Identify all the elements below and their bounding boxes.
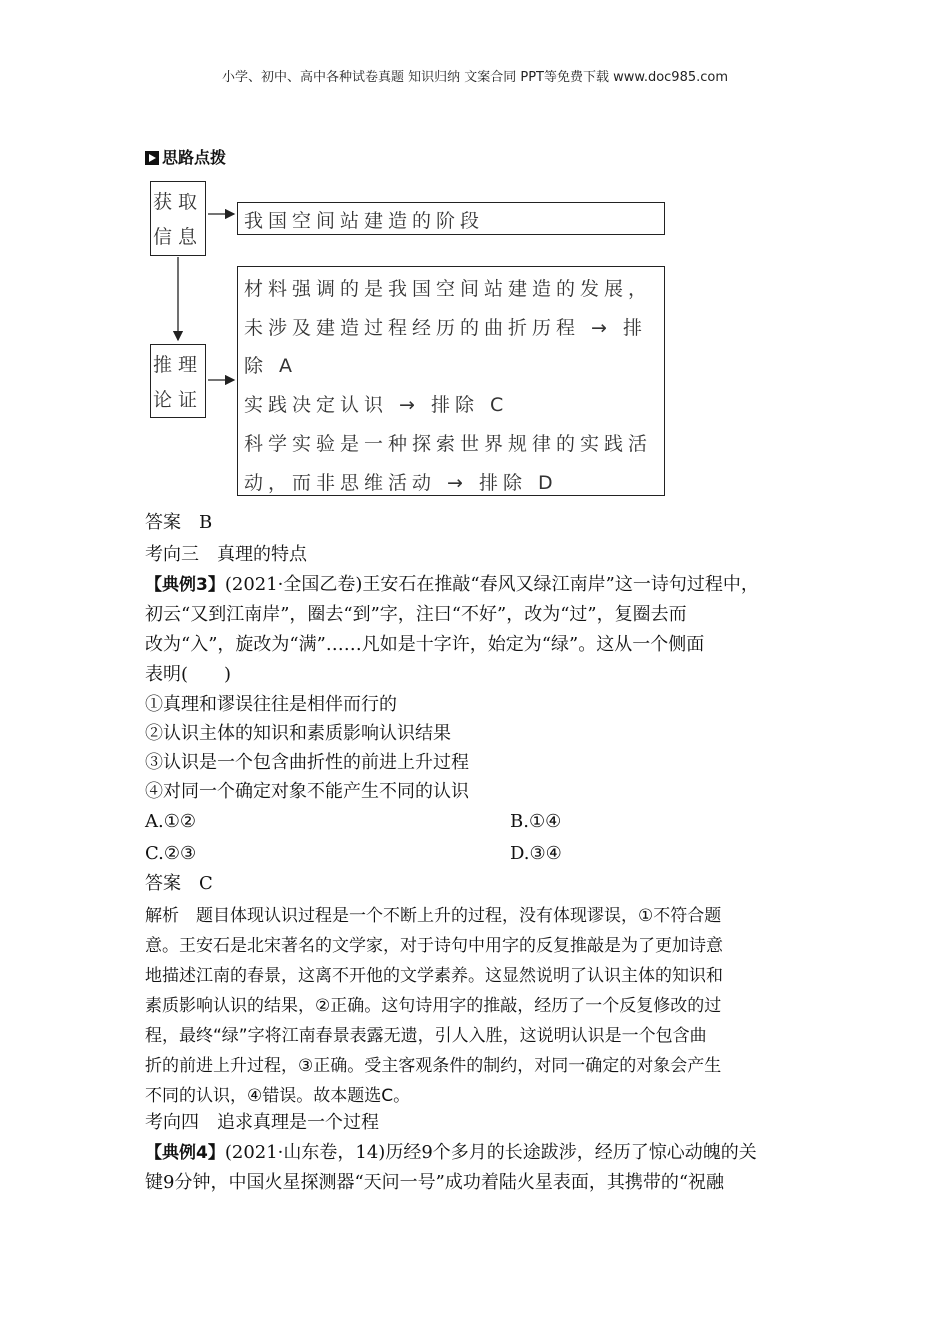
example-3-text: (2021·全国乙卷)王安石在推敲“春风又绿江南岸”这一诗句过程中，	[224, 574, 759, 595]
analysis-line: 不同的认识，④错误。故本题选C。	[145, 1086, 411, 1106]
analysis-line: 素质影响认识的结果，②正确。这句诗用字的推敲，经历了一个反复修改的过	[145, 996, 722, 1016]
reasoning-line: 材料强调的是我国空间站建造的发展，	[244, 278, 653, 300]
example-3-line: 初云“又到江南岸”，圈去“到”字，注曰“不好”，改为“过”，复圈去而	[145, 604, 687, 625]
topic-3-heading: 考向三 真理的特点	[145, 544, 307, 565]
statement-4: ④对同一个确定对象不能产生不同的认识	[145, 781, 469, 802]
label-box-reasoning	[150, 344, 206, 418]
reasoning-line: 未涉及建造过程经历的曲折历程 → 排	[244, 317, 647, 339]
example-4-line: 键9分钟，中国火星探测器“天问一号”成功着陆火星表面，其携带的“祝融	[145, 1172, 725, 1193]
section-header-text: 思路点拨	[162, 148, 227, 167]
example-3-first-line	[145, 574, 759, 596]
option-a: A.①②	[145, 811, 196, 832]
analysis-line: 地描述江南的春景，这离不开他的文学素养。这显然说明了认识主体的知识和	[145, 966, 723, 986]
example-4-first-line	[145, 1142, 757, 1164]
example-4-text: (2021·山东卷，14)历经9个多月的长途跋涉，经历了惊心动魄的关	[224, 1142, 757, 1163]
option-c: C.②③	[145, 843, 197, 864]
analysis-line: 折的前进上升过程，③正确。受主客观条件的制约，对同一确定的对象会产生	[145, 1056, 722, 1076]
example-4-tag: 【典例4】	[145, 1143, 225, 1163]
page-banner: 小学、初中、高中各种试卷真题 知识归纳 文案合同 PPT等免费下载 www.doc985.com	[221, 70, 729, 85]
example-3-line: 改为“入”，旋改为“满”……凡如是十字许，始定为“绿”。这从一个侧面	[145, 634, 705, 655]
label-line: 获取	[152, 191, 203, 213]
example-3-tag: 【典例3】	[145, 575, 225, 595]
label-line: 信息	[152, 226, 203, 248]
statement-3: ③认识是一个包含曲折性的前进上升过程	[145, 752, 469, 773]
example-3-line: 表明( )	[145, 664, 232, 685]
info-box-text: 我国空间站建造的阶段	[244, 210, 485, 232]
reasoning-line: 动，而非思维活动 → 排除 D	[244, 472, 558, 494]
reasoning-line: 实践决定认识 → 排除 C	[244, 394, 509, 416]
statement-2: ②认识主体的知识和素质影响认识结果	[145, 723, 451, 744]
answer-b: 答案 B	[145, 512, 213, 533]
reasoning-line: 科学实验是一种探索世界规律的实践活	[244, 433, 653, 455]
statement-1: ①真理和谬误往往是相伴而行的	[145, 694, 397, 715]
analysis-line: 意。王安石是北宋著名的文学家，对于诗句中用字的反复推敲是为了更加诗意	[145, 936, 723, 956]
option-b: B.①④	[510, 811, 562, 832]
analysis-line: 解析 题目体现认识过程是一个不断上升的过程，没有体现谬误，①不符合题	[145, 906, 722, 926]
label-line: 推理	[152, 354, 203, 376]
analysis-line: 程，最终“绿”字将江南春景表露无遗，引人入胜，这说明认识是一个包含曲	[145, 1026, 707, 1046]
info-box	[237, 202, 665, 235]
answer-c: 答案 C	[145, 873, 213, 894]
topic-4-heading: 考向四 追求真理是一个过程	[145, 1112, 379, 1133]
reasoning-box	[237, 266, 665, 496]
label-line: 论证	[152, 389, 203, 411]
option-d: D.③④	[510, 843, 562, 864]
reasoning-line: 除 A	[244, 355, 298, 377]
